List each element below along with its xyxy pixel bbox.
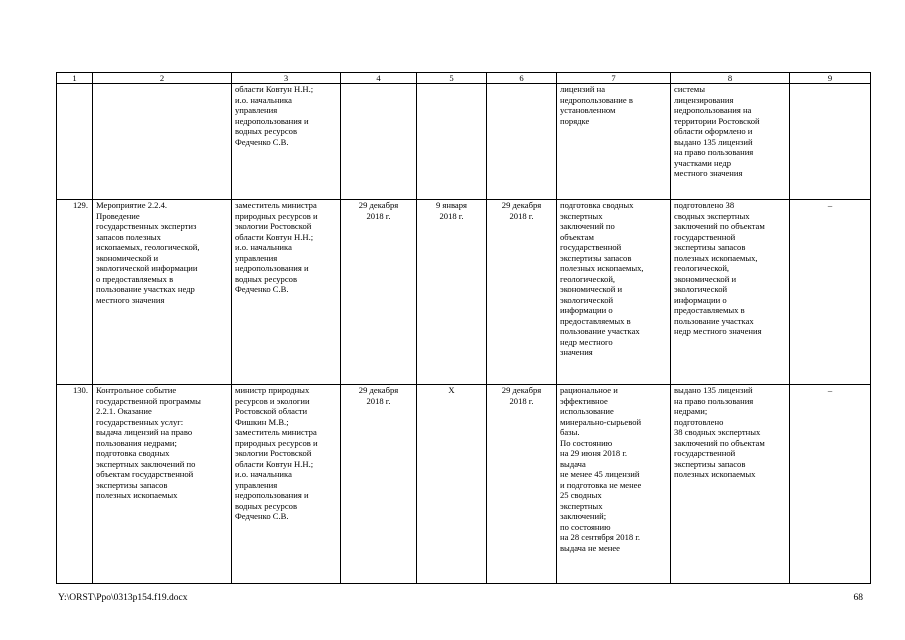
reason-cell: – [790, 385, 871, 584]
plan-date-cell: 29 декабря 2018 г. [341, 200, 417, 385]
column-number-cell: 7 [557, 73, 671, 84]
responsible-cell: министр природных ресурсов и экологии Ростовской области Фишкин М.В.; заместитель министра природных ресурсов и экологии Ростовской области Ковтун Н.Н.; и.о. начальника управления недропользования и водных ресурсов Федченко С.В. [232, 385, 341, 584]
row-number-cell: 129. [57, 200, 93, 385]
result-plan-cell: рациональное и эффективное использование минерально-сырьевой базы. По состоянию на 29 июня 2018 г. выдача не менее 45 лицензий и подготовка не менее 25 сводных экспертных заключений; по состоянию на 28 сентября 2018 г. выдача не менее [557, 385, 671, 584]
reason-cell: – [790, 200, 871, 385]
page-number: 68 [853, 593, 863, 603]
result-plan-cell: подготовка сводных экспертных заключений по объектам государственной экспертизы запасов полезных ископаемых, геологической, экономической и экологической информации о предоставляемых в пользование участках недр местного значения [557, 200, 671, 385]
column-number-cell: 6 [487, 73, 557, 84]
result-fact-cell: выдано 135 лицензий на право пользования недрами; подготовлено 38 сводных экспертных заключений по объектам государственной экспертизы запасов полезных ископаемых [671, 385, 790, 584]
column-number-row [57, 73, 871, 84]
event-cell: Мероприятие 2.2.4. Проведение государственных экспертиз запасов полезных ископаемых, геологической, экономической и экологической информации о предоставляемых в пользование участках недр местного значения [93, 200, 232, 385]
column-number-cell: 3 [232, 73, 341, 84]
fact-end-cell: 29 декабря 2018 г. [487, 385, 557, 584]
reason-cell [790, 84, 871, 200]
report-table [56, 72, 871, 584]
fact-start-cell: 9 января 2018 г. [417, 200, 487, 385]
plan-date-cell [341, 84, 417, 200]
fact-start-cell [417, 84, 487, 200]
column-number-cell: 4 [341, 73, 417, 84]
column-number-cell: 1 [57, 73, 93, 84]
result-fact-cell: подготовлено 38 сводных экспертных заключений по объектам государственной экспертизы запасов полезных ископаемых, геологической, экономической и экологической информации о предоставляемых в пользование участках недр местного значения [671, 200, 790, 385]
row-number-cell: 130. [57, 385, 93, 584]
column-number-cell: 5 [417, 73, 487, 84]
event-cell [93, 84, 232, 200]
column-number-cell: 9 [790, 73, 871, 84]
result-plan-cell: лицензий на недропользование в установленном порядке [557, 84, 671, 200]
event-cell: Контрольное событие государственной программы 2.2.1. Оказание государственных услуг: выдача лицензий на право пользования недрами; подготовка сводных экспертных заключений по объектам государственной экспертизы запасов полезных ископаемых [93, 385, 232, 584]
column-number-cell: 2 [93, 73, 232, 84]
fact-end-cell: 29 декабря 2018 г. [487, 200, 557, 385]
column-number-cell: 8 [671, 73, 790, 84]
plan-date-cell: 29 декабря 2018 г. [341, 385, 417, 584]
responsible-cell: области Ковтун Н.Н.; и.о. начальника управления недропользования и водных ресурсов Федченко С.В. [232, 84, 341, 200]
result-fact-cell: системы лицензирования недропользования на территории Ростовской области оформлено и выдано 135 лицензий на право пользования участками недр местного значения [671, 84, 790, 200]
fact-start-cell: X [417, 385, 487, 584]
table-row [57, 200, 871, 385]
row-number-cell [57, 84, 93, 200]
fact-end-cell [487, 84, 557, 200]
table-row [57, 84, 871, 200]
footer-file-path: Y:\ORST\Ppo\0313p154.f19.docx [58, 593, 188, 603]
responsible-cell: заместитель министра природных ресурсов и экологии Ростовской области Ковтун Н.Н.; и.о. начальника управления недропользования и водных ресурсов Федченко С.В. [232, 200, 341, 385]
table-row [57, 385, 871, 584]
